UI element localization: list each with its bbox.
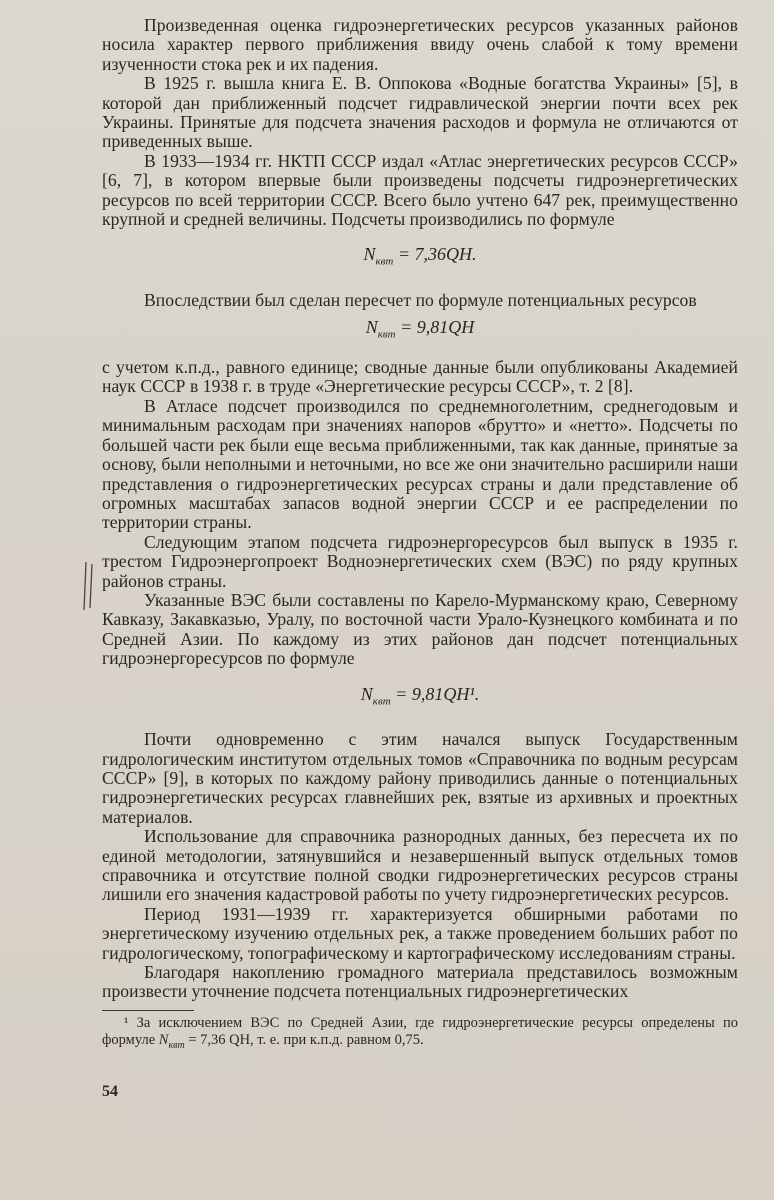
formula [102, 683, 738, 713]
formula-subscript: квт [377, 329, 396, 342]
handwritten-margin-mark [82, 560, 96, 612]
paragraph: Благодаря накоплению громадного материала представилось возможным произвести уточнение подсчета потенциальных гидроэнергетических [102, 962, 738, 1002]
paragraph: Использование для справочника разнородных данных, без пересчета их по единой методологии, затянувшийся и незавершенный выпуск отдельных томов справочника и отсутствие полной сводки гидроэнергетических ресурсов страны лишили его значения кадастровой работы по учету гидроэнергетических ресурсов. [102, 826, 738, 905]
formula-subscript: квт [375, 256, 394, 269]
paragraph: В Атласе подсчет производился по среднемноголетним, среднегодовым и минимальным расходам при значениях напоров «брутто» и «нетто». Подсчеты по большей части рек были еще весьма приближенными, так как данные, принятые за основу, были неполными и неточными, но все же они значительно расширили наши представления о гидроэнергетических ресурсах страны и дали представление об огромных масштабах запасов водной энергии СССР и ее распределении по территории страны. [102, 395, 738, 533]
formula-rhs: = 9,81QH¹. [395, 683, 480, 704]
formula-lhs: N [360, 683, 373, 704]
footnote-formula-lhs: N [158, 1031, 169, 1048]
footnote-text-before: За исключением ВЭС по Средней Азии, где гидроэнергетические ресурсы определены по формуле [102, 1014, 738, 1048]
paragraph: В 1933—1934 гг. НКТП СССР издал «Атлас энергетических ресурсов СССР» [6, 7], в котором впервые были произведены подсчеты гидроэнергетических ресурсов по всей территории СССР. Всего было учтено 647 рек, преимущественно крупной и средней величины. Подсчеты производились по формуле [102, 150, 738, 230]
paragraph: Период 1931—1939 гг. характеризуется обширными работами по энергетическому изучению отдельных рек, а также проведением больших работ по гидрологическому, топографическому и картографическому исследованиям страны. [102, 903, 738, 963]
paragraph: Указанные ВЭС были составлены по Карело-Мурманскому краю, Северному Кавказу, Закавказью, Уралу, по восточной части Урало-Кузнецкого комбината и по Средней Азии. По каждому из этих районов дан подсчет потенциальных гидроэнергоресурсов по формуле [102, 589, 738, 669]
formula-subscript: квт [372, 695, 391, 708]
paragraph: Почти одновременно с этим начался выпуск Государственным гидрологическим институтом отдельных томов «Справочника по водным ресурсам СССР» [9], в которых по каждому району приводились данные о потенциальных гидроэнергетических ресурсах главнейших рек, взятые из архивных и проектных материалов. [102, 729, 738, 827]
paragraph: Произведенная оценка гидроэнергетических ресурсов указанных районов носила характер первого приближения ввиду очень слабой к тому времени изученности стока рек и их падения. [102, 15, 738, 74]
formula-lhs: N [363, 244, 376, 265]
page-number: 54 [102, 1083, 118, 1100]
footnote-marker: ¹ [124, 1014, 129, 1031]
footnote-formula-subscript: квт [168, 1039, 185, 1051]
paragraph: с учетом к.п.д., равного единице; сводные данные были опубликованы Академией наук СССР в 1938 г. в труде «Энергетические ресурсы СССР», т. 2 [8]. [102, 357, 738, 397]
footnote-text-after: = 7,36 QH, т. е. при к.п.д. равном 0,75. [184, 1031, 424, 1048]
paragraph: Впоследствии был сделан пересчет по формуле потенциальных ресурсов [144, 290, 697, 311]
formula-rhs: = 7,36QH. [397, 244, 477, 265]
paragraph: В 1925 г. вышла книга Е. В. Оппокова «Водные богатства Украины» [5], в которой дан приближенный подсчет гидравлической энергии почти всех рек Украины. Принятые для подсчета значения расходов и формула не отличаются от приведенных выше. [102, 73, 738, 152]
formula [102, 316, 738, 346]
paragraph: Следующим этапом подсчета гидроэнергоресурсов был выпуск в 1935 г. трестом Гидроэнергопроект Водноэнергетических схем (ВЭС) по ряду крупных районов страны. [102, 531, 738, 591]
footnote [102, 1015, 738, 1054]
formula [102, 243, 738, 273]
footnote-divider [102, 1010, 194, 1011]
formula-lhs: N [365, 317, 378, 338]
formula-rhs: = 9,81QH [400, 317, 475, 338]
